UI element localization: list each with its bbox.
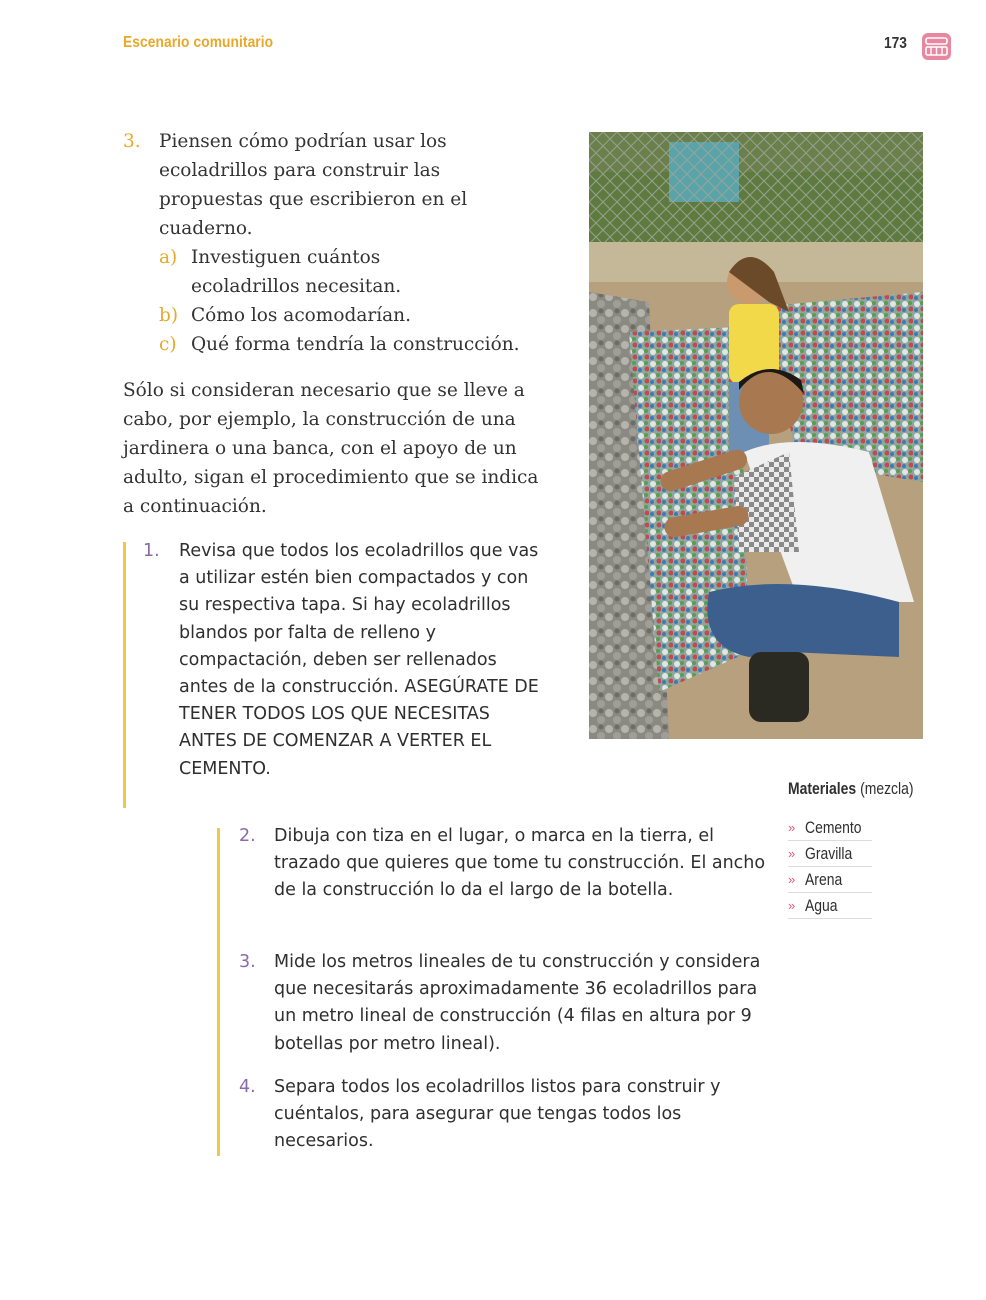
materials-item-label: Agua xyxy=(805,895,838,915)
question-block xyxy=(123,127,563,359)
subitem-text: Cómo los acomodarían. xyxy=(191,305,411,326)
double-chevron-icon: » xyxy=(788,846,796,861)
question-number: 3. xyxy=(123,131,141,152)
step-item xyxy=(239,1074,779,1156)
step-text: Dibuja con tiza en el lugar, o marca en la tierra, el trazado que quieres que tome tu construcción. El ancho de la construcción lo da el largo de la botella. xyxy=(274,826,766,901)
materials-item-label: Cemento xyxy=(805,817,862,837)
subitem xyxy=(159,301,563,330)
materials-title xyxy=(788,779,914,799)
double-chevron-icon: » xyxy=(788,820,796,835)
subitem xyxy=(159,243,563,301)
materials-item xyxy=(788,841,872,867)
question-text: Piensen cómo podrían usar los ecoladrillos para construir las propuestas que escribieron en el cuaderno. xyxy=(159,131,468,239)
subitem-letter: c) xyxy=(159,334,177,355)
materials-item xyxy=(788,893,872,919)
step-number: 4. xyxy=(239,1077,256,1097)
step-item xyxy=(239,949,779,1058)
materials-subtitle: (mezcla) xyxy=(860,779,914,798)
step-number: 1. xyxy=(143,541,160,561)
double-chevron-icon: » xyxy=(788,872,796,887)
double-chevron-icon: » xyxy=(788,898,796,913)
materials-item xyxy=(788,867,872,893)
step-item xyxy=(239,823,779,905)
step-number: 2. xyxy=(239,826,256,846)
materials-item xyxy=(788,815,872,841)
book-logo-icon xyxy=(922,33,951,60)
step-number: 3. xyxy=(239,952,256,972)
ecobrick-construction-photo xyxy=(589,132,923,739)
step-text: Revisa que todos los ecoladrillos que vas a utilizar estén bien compactados y con su respectiva tapa. Si hay ecoladrillos blandos por falta de relleno y compactación, deben ser rellenados antes de la construcción. ASEGÚRATE DE TENER TODOS LOS QUE NECESITAS ANTES DE COMENZAR A VERTER EL CEMENTO. xyxy=(179,541,539,779)
subitem-letter: a) xyxy=(159,247,178,268)
page-number: 173 xyxy=(884,35,907,52)
question-subitems xyxy=(159,243,563,359)
subitem-text: Qué forma tendría la construcción. xyxy=(191,334,520,355)
materials-item-label: Arena xyxy=(805,869,843,889)
materials-item-label: Gravilla xyxy=(805,843,853,863)
subitem-text: Investiguen cuántos ecoladrillos necesitan. xyxy=(191,247,402,297)
step-text: Separa todos los ecoladrillos listos para construir y cuéntalos, para asegurar que tengas todos los necesarios. xyxy=(274,1077,721,1152)
section-title: Escenario comunitario xyxy=(123,34,274,51)
step-rule xyxy=(123,542,126,808)
step-rule xyxy=(217,828,220,1156)
step-text: Mide los metros lineales de tu construcción y considera que necesitarás aproximadamente 36 ecoladrillos para un metro lineal de construcción (4 filas en altura por 9 botellas por metro lineal). xyxy=(274,952,761,1054)
materials-title-text: Materiales xyxy=(788,779,857,798)
subitem-letter: b) xyxy=(159,305,179,326)
step-item xyxy=(143,538,543,783)
subitem xyxy=(159,330,563,359)
intro-paragraph: Sólo si consideran necesario que se lleve a cabo, por ejemplo, la construcción de una jardinera o una banca, con el apoyo de un adulto, sigan el procedimiento que se indica a continuación. xyxy=(123,380,539,517)
materials-list xyxy=(788,815,872,919)
